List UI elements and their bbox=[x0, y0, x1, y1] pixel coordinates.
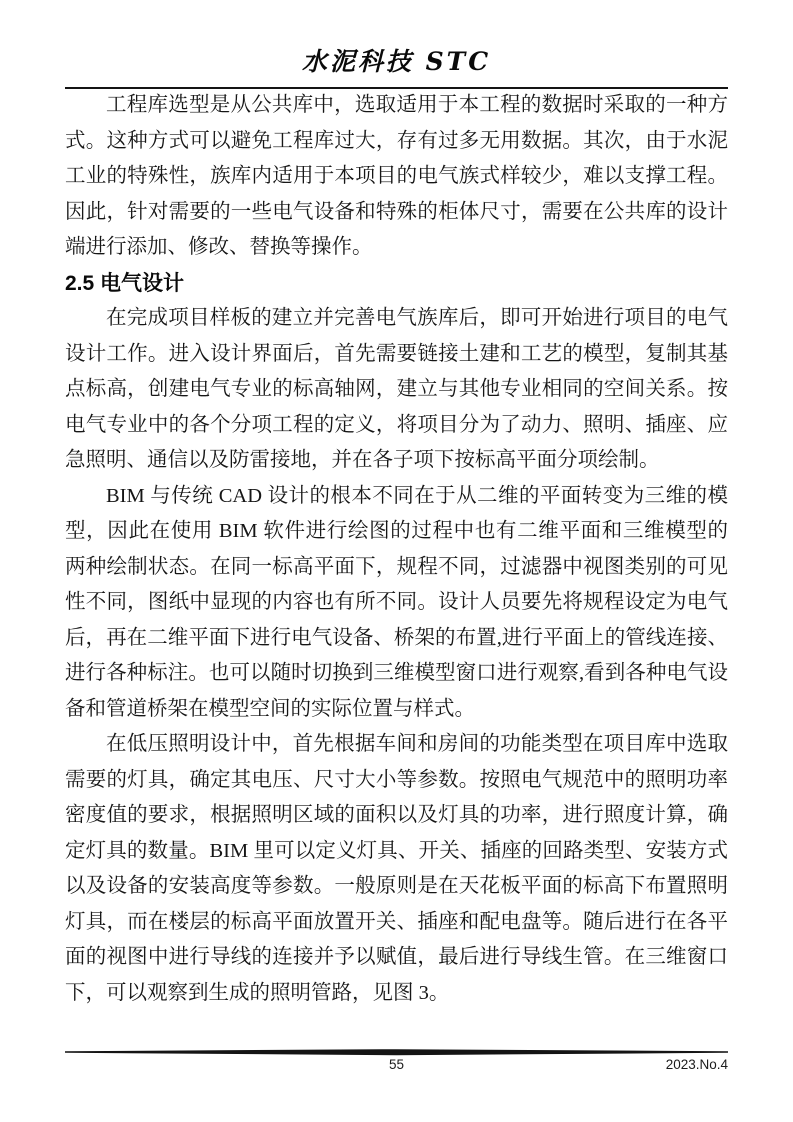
section-heading-electrical-design: 2.5 电气设计 bbox=[65, 271, 185, 295]
page-number: 55 bbox=[388, 1057, 405, 1072]
paragraph-lighting-design: 在低压照明设计中，首先根据车间和房间的功能类型在项目库中选取需要的灯具，确定其电压、尺寸大小等参数。按照电气规范中的照明功率密度值的要求，根据照明区域的面积以及灯具的功率，进行照度计算，确定灯具的数量。BIM 里可以定义灯具、开关、插座的回路类型、安装方式以及设备的安装高度等参数。一般原则是在天花板平面的标高下布置照明灯具，而在楼层的标高平面放置开关、插座和配电盘等。随后进行在各平面的视图中进行导线的连接并予以赋值，最后进行导线生管。在三维窗口下，可以观察到生成的照明管路，见图 3。 bbox=[65, 733, 728, 1004]
paragraph-electrical-design-workflow: 在完成项目样板的建立并完善电气族库后，即可开始进行项目的电气设计工作。进入设计界面后，首先需要链接土建和工艺的模型，复制其基点标高，创建电气专业的标高轴网，建立与其他专业相同的空间关系。按电气专业中的各个分项工程的定义，将项目分为了动力、照明、插座、应急照明、通信以及防雷接地，并在各子项下按标高平面分项绘制。 bbox=[65, 307, 728, 471]
document-body bbox=[65, 88, 728, 1011]
page-footer bbox=[65, 1049, 728, 1072]
issue-number: 2023.No.4 bbox=[665, 1057, 728, 1072]
footer-text-row bbox=[65, 1057, 728, 1072]
paragraph-bim-vs-cad: BIM 与传统 CAD 设计的根本不同在于从二维的平面转变为三维的模型，因此在使用 BIM 软件进行绘图的过程中也有二维平面和三维模型的两种绘制状态。在同一标高平面下，规程不同，过滤器中视图类别的可见性不同，图纸中显现的内容也有所不同。设计人员要先将规程设定为电气后，再在二维平面下进行电气设备、桥架的布置,进行平面上的管线连接、进行各种标注。也可以随时切换到三维模型窗口进行观察,看到各种电气设备和管道桥架在模型空间的实际位置与样式。 bbox=[65, 484, 728, 720]
paragraph-engineering-library: 工程库选型是从公共库中，选取适用于本工程的数据时采取的一种方式。这种方式可以避免工程库过大，存有过多无用数据。其次，由于水泥工业的特殊性，族库内适用于本项目的电气族式样较少，难以支撑工程。因此，针对需要的一些电气设备和特殊的柜体尺寸，需要在公共库的设计端进行添加、修改、替换等操作。 bbox=[65, 94, 728, 258]
footer-tapered-rule bbox=[65, 1049, 728, 1056]
journal-title: 水泥科技 STC bbox=[301, 47, 492, 76]
page-header bbox=[65, 42, 728, 89]
